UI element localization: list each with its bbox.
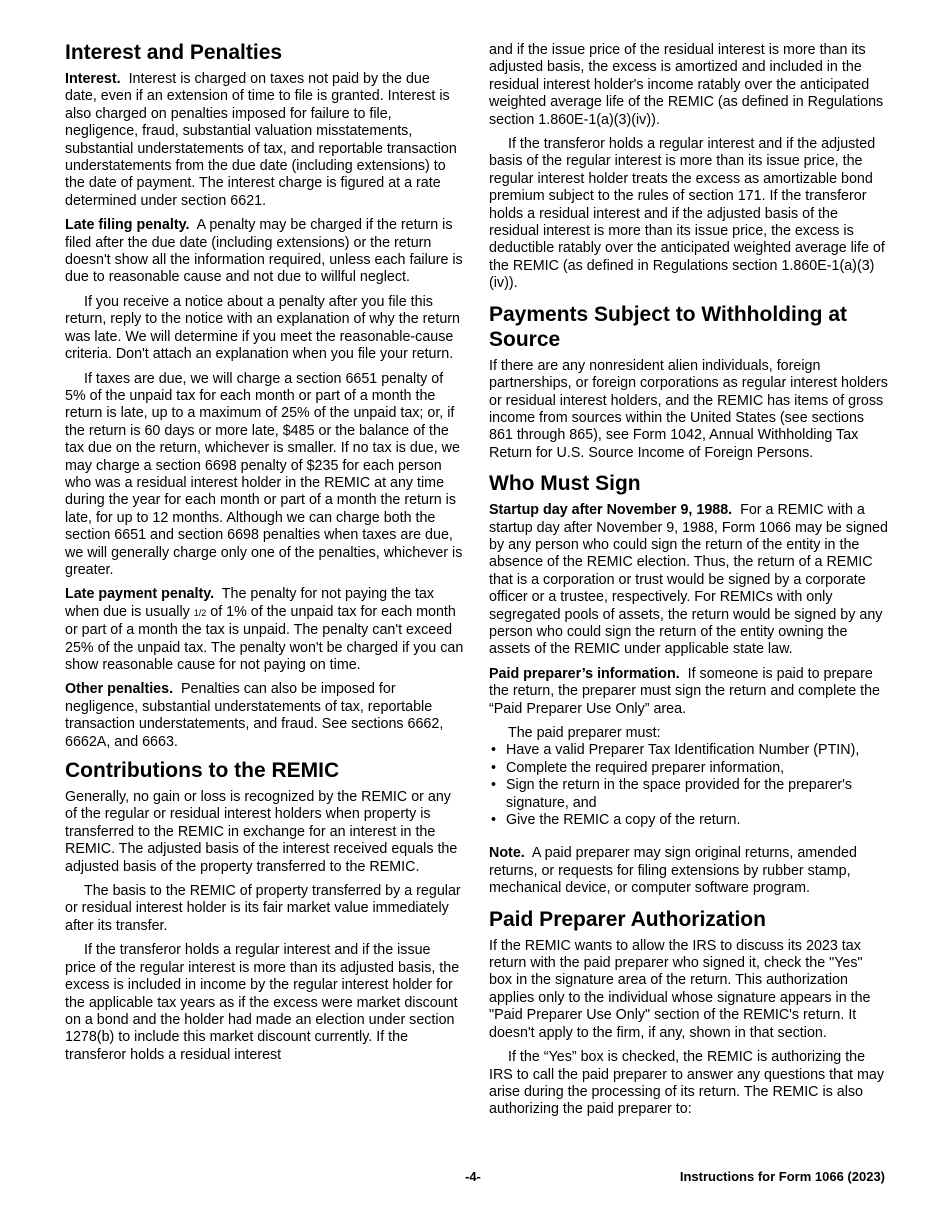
note-text: A paid preparer may sign original returns, amended returns, or requests for filing extensions by rubber stamp, mechanical device, or computer software program. [489,845,857,897]
heading-withholding: Payments Subject to Withholding at Source [489,302,847,351]
page-number: -4- [465,1169,481,1184]
other-penalties-label: Other penalties. [65,681,174,698]
paragraph-contributions-3: If the transferor holds a regular interest and if the issue price of the regular interest is more than its adjusted basis, the excess is included in income by the regular interest holder for the applicable tax years as if the excess were market discount on a bond and the holder had made an election under section 1278(b) to include this market discount currently. If the transferor holds a residual interest [65,942,460,1063]
paragraph-preparer-info [489,666,889,718]
preparer-info-text: If someone is paid to prepare the return, the preparer must sign the return and complete the “Paid Preparer Use Only” area. [489,665,881,717]
startup-day-text: For a REMIC with a startup day after November 9, 1988, Form 1066 may be signed by any person who could sign the return of the entity in the absence of the REMIC election. Thus, the return of a REMIC that is a corporation or trust would be signed by a corporate officer or a trustee, respectively. For REMICs with only segregated pools of assets, the return would be signed by any person who could sign the return of the entity owning the assets of the REMIC under applicable state law. [489,502,888,658]
note-label: Note. [489,845,525,862]
interest-label: Interest. [65,71,121,87]
paragraph-notice: If you receive a notice about a penalty after you file this return, reply to the notice with an explanation of why the return was late. We will determine if you meet the reasonable-cause criteria. Don't attach an explanation when you file your return. [65,293,460,363]
preparer-info-label: Paid preparer’s information. [489,665,680,682]
list-item: • Sign the return in the space provided for the preparer's signature, and [489,777,889,812]
late-payment-label: Late payment penalty. [65,586,215,603]
list-item: • Have a valid Preparer Tax Identification Number (PTIN), [489,742,889,759]
left-column [65,40,465,1071]
paragraph-contributions-2: The basis to the REMIC of property transferred by a regular or residual interest holder is its fair market value immediately after its transfer. [65,883,461,934]
right-column [489,42,889,1126]
startup-day-label: Startup day after November 9, 1988. [489,502,733,519]
heading-paid-preparer-authorization: Paid Preparer Authorization [489,907,766,931]
paragraph-taxes-due: If taxes are due, we will charge a section 6651 penalty of 5% of the unpaid tax for each month or part of a month the return is late, up to a maximum of 25% of the unpaid tax; or, if the return is 60 days or more late, $485 or the balance of the tax due on the return, whichever is smaller. If no tax is due, we may charge a section 6698 penalty of $235 for each person who was a residual interest holder in the REMIC at any time during the year for each month or part of a month the return is late, for up to 12 months. Although we can charge both the section 6651 and section 6698 penalties when taxes are due, we will generally charge only one of the penalties, whichever is greater. [65,370,463,578]
other-penalties-text: Penalties can also be imposed for negligence, substantial understatements of tax, reportable transaction understatements, and fraud. See sections 6662, 6662A, and 6663. [65,681,444,750]
late-filing-label: Late filing penalty. [65,217,190,234]
footer-form-title: Instructions for Form 1066 (2023) [679,1169,885,1184]
paragraph-other-penalties [65,681,465,751]
paragraph-late-filing [65,217,465,287]
paragraph-authorization-1: If the REMIC wants to allow the IRS to discuss its 2023 tax return with the paid preparer who signed it, check the "Yes" box in the signature area of the return. This authorization applies only to the individual whose signature appears in the "Paid Preparer Use Only" section of the REMIC's return. It doesn't apply to the firm, if any, shown in that section. [489,937,871,1041]
paragraph-authorization-2: If the “Yes” box is checked, the REMIC is authorizing the IRS to call the paid preparer to answer any questions that may arise during the processing of its return. The REMIC is also authorizing the paid preparer to: [489,1049,884,1118]
late-payment-text-b: of 1% of the unpaid tax for each month or part of a month the tax is unpaid. The penalty can't exceed 25% of the unpaid tax. The penalty won't be charged if you can show reasonable cause for not paying on time. [65,603,464,673]
paragraph-regular-interest: If the transferor holds a regular interest and if the adjusted basis of the regular interest is more than its issue price, the regular interest holder treats the excess as amortizable bond premium subject to the rules of section 171. If the transferor holds a residual interest and if the adjusted basis of the residual interest is more than its issue price, the excess is deductible ratably over the anticipated weighted average life of the REMIC (as defined in Regulations section 1.860E-1(a)(3)(iv)). [489,136,885,292]
list-item: • Complete the required preparer information, [489,760,889,777]
list-item: • Give the REMIC a copy of the return. [489,812,889,829]
paragraph-interest [65,71,465,210]
late-filing-text: A penalty may be charged if the return is filed after the due date (including extensions) or the return doesn't show all the information required, unless each failure is due to reasonable cause and not due to willful neglect. [65,217,463,286]
interest-text: Interest is charged on taxes not paid by the due date, even if an extension of time to file is granted. Interest is also charged on penalties imposed for failure to file, negligence, fraud, substantial valuation misstatements, substantial understatements of tax, and reportable transaction understatements from the due date (including extensions) to the date of payment. The interest charge is figured at a rate determined under section 6621. [65,71,457,209]
heading-who-must-sign: Who Must Sign [489,472,641,496]
paragraph-continuation: and if the issue price of the residual interest is more than its adjusted basis, the excess is amortized and included in the residual interest holder's income ratably over the anticipated weighted average life of the REMIC (as defined in Regulations section 1.860E-1(a)(3)(iv)). [489,42,884,128]
paragraph-startup-day [489,502,889,659]
late-payment-fraction: 1/2 [193,607,207,618]
paragraph-withholding: If there are any nonresident alien individuals, foreign partnerships, or foreign corporations as regular interest holders or residual interest holders, and the REMIC has items of gross income from sources within the United States (see sections 861 through 865), see Form 1042, Annual Withholding Tax Return for U.S. Source Income of Foreign Persons. [489,357,888,461]
preparer-requirements-list [489,742,889,829]
paragraph-contributions-1: Generally, no gain or loss is recognized by the REMIC or any of the regular or residual interest holders when property is transferred to the REMIC in exchange for an interest in the REMIC. The adjusted basis of the interest received equals the adjusted basis of the property transferred to the REMIC. [65,789,458,875]
heading-contributions: Contributions to the REMIC [65,759,340,783]
late-payment-text-a: The penalty for not paying the tax when due is usually [65,586,435,620]
heading-interest-and-penalties: Interest and Penalties [65,41,283,64]
paragraph-late-payment [65,586,465,674]
paragraph-note [489,845,889,897]
paragraph-preparer-must: The paid preparer must: [508,725,661,741]
